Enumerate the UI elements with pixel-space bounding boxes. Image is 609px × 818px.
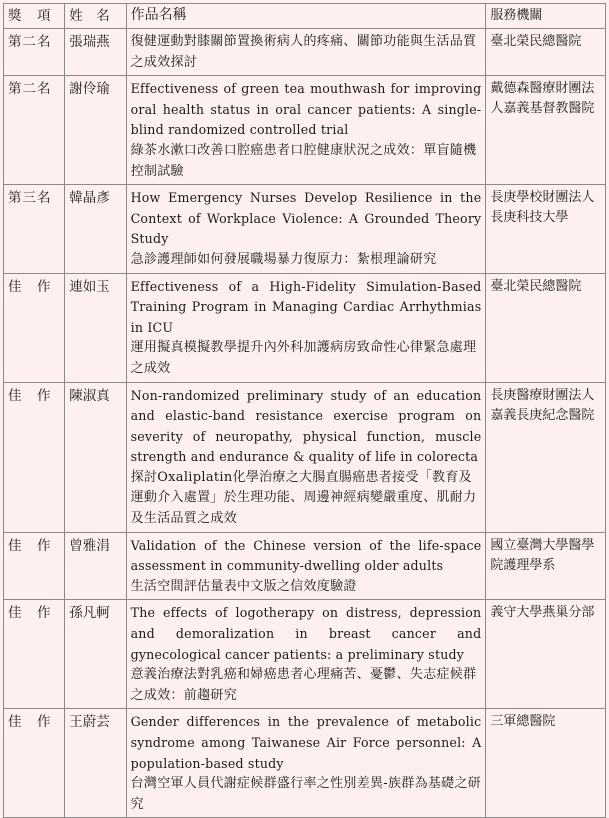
- org-cell: 臺北榮民總醫院: [486, 273, 606, 382]
- awards-table: [3, 3, 606, 818]
- name-cell: 孫凡軻: [65, 600, 126, 709]
- title-cell: [126, 185, 486, 273]
- header-award: 獎 項: [4, 4, 65, 29]
- name-cell: 曾雅涓: [65, 532, 126, 600]
- org-cell: 戴德森醫療財團法人嘉義基督教醫院: [486, 76, 606, 185]
- header-row: [4, 4, 606, 29]
- org-cell: 長庚醫療財團法人嘉義長庚紀念醫院: [486, 382, 606, 532]
- title-en: How Emergency Nurses Develop Resilience in the Context of Workplace Violence: A Grounded Theory Study: [130, 190, 482, 247]
- title-cell: [126, 532, 486, 600]
- award-cell: 佳 作: [4, 600, 65, 709]
- award-cell: 第三名: [4, 185, 65, 273]
- title-cell: [126, 709, 486, 818]
- title-zh: 急診護理師如何發展職場暴力復原力：紮根理論研究: [130, 251, 437, 267]
- table-row: [4, 382, 606, 532]
- table-row: [4, 600, 606, 709]
- header-title: 作品名稱: [126, 4, 486, 29]
- title-cell: [126, 382, 486, 532]
- name-cell: 連如玉: [65, 273, 126, 382]
- title-en: Gender differences in the prevalence of metabolic syndrome among Taiwanese Air Force personnel: A population-based study: [130, 714, 482, 771]
- table-row: [4, 29, 606, 76]
- org-cell: 三軍總醫院: [486, 709, 606, 818]
- header-name: 姓 名: [65, 4, 126, 29]
- table-row: [4, 532, 606, 600]
- title-zh: 綠茶水漱口改善口腔癌患者口腔健康狀況之成效：單盲隨機控制試驗: [130, 142, 477, 179]
- org-cell: 長庚學校財團法人長庚科技大學: [486, 185, 606, 273]
- title-en: Effectiveness of green tea mouthwash for improving oral health status in oral cancer patients: A single-blind randomized controlled trial: [130, 81, 482, 138]
- title-en: Effectiveness of a High-Fidelity Simulation-Based Training Program in Managing Cardiac Arrhythmias in ICU: [130, 278, 482, 335]
- title-cell: [126, 273, 486, 382]
- name-cell: 王蔚芸: [65, 709, 126, 818]
- title-en: Non-randomized preliminary study of an education and elastic-band resistance exercise program on severity of neuropathy, physical function, muscle strength and endurance & quality of life in colorecta: [130, 387, 482, 465]
- name-cell: 張瑞燕: [65, 29, 126, 76]
- title-en: Validation of the Chinese version of the life-space assessment in community-dwelling older adults: [130, 537, 482, 574]
- title-zh: 意義治療法對乳癌和婦癌患者心理痛苦、憂鬱、失志症候群之成效：前趨研究: [130, 667, 477, 703]
- title-cell: [126, 600, 486, 709]
- org-cell: 義守大學燕巢分部: [486, 600, 606, 709]
- award-cell: 佳 作: [4, 532, 65, 600]
- table-row: [4, 273, 606, 382]
- title-en: The effects of logotherapy on distress, depression and demoralization in breast cancer and gynecological cancer patients: a preliminary study: [130, 605, 482, 662]
- name-cell: 韓晶彥: [65, 185, 126, 273]
- name-cell: 謝伶瑜: [65, 76, 126, 185]
- name-cell: 陳淑真: [65, 382, 126, 532]
- table-row: [4, 709, 606, 818]
- header-org: 服務機關: [486, 4, 606, 29]
- title-zh: 復健運動對膝關節置換術病人的疼痛、關節功能與生活品質之成效探討: [130, 34, 477, 70]
- title-zh: 台灣空軍人員代謝症候群盛行率之性別差異-族群為基礎之研究: [130, 776, 482, 812]
- award-cell: 第二名: [4, 76, 65, 185]
- table-row: [4, 76, 606, 185]
- org-cell: 國立臺灣大學醫學院護理學系: [486, 532, 606, 600]
- award-cell: 佳 作: [4, 273, 65, 382]
- title-zh: 運用擬真模擬教學提升內外科加護病房致命性心律緊急處理之成效: [130, 340, 477, 376]
- title-cell: [126, 29, 486, 76]
- award-cell: 佳 作: [4, 382, 65, 532]
- award-cell: 佳 作: [4, 709, 65, 818]
- title-cell: [126, 76, 486, 185]
- org-cell: 臺北榮民總醫院: [486, 29, 606, 76]
- title-zh: 探討Oxaliplatin化學治療之大腸直腸癌患者接受「教育及運動介入處置」於生理功能、周邊神經病變嚴重度、肌耐力及生活品質之成效: [130, 469, 477, 527]
- table-row: [4, 185, 606, 273]
- title-zh: 生活空間評估量表中文版之信效度驗證: [130, 578, 357, 594]
- award-cell: 第二名: [4, 29, 65, 76]
